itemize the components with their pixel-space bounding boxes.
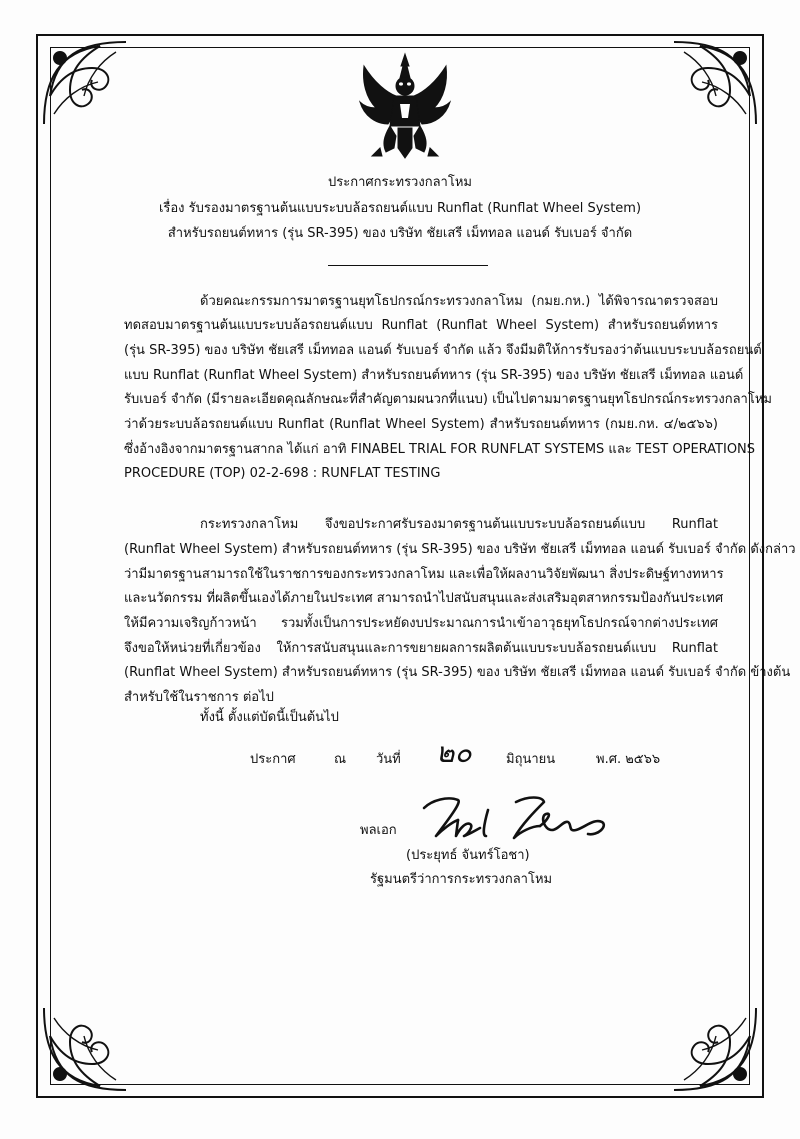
- para2-line: สำหรับใช้ในราชการ ต่อไป: [124, 690, 274, 705]
- year-value: พ.ศ. ๒๕๖๖: [596, 752, 661, 767]
- para1-line: ซึ่งอ้างอิงจากมาตรฐานสากล ได้แก่ อาทิ FINABEL TRIAL FOR RUNFLAT SYSTEMS และ TEST OPERATIONS: [124, 442, 756, 457]
- para1-line: ว่าด้วยระบบล้อรถยนต์แบบ Runflat (Runflat Wheel System) สำหรับรถยนต์ทหาร (กมย.กห. ๔/๒๕๖๖): [124, 417, 718, 432]
- handwritten-signature: [418, 790, 618, 848]
- announced-label: ประกาศ: [250, 752, 296, 767]
- corner-ornament-icon: [670, 38, 760, 128]
- at-label: ณ: [334, 752, 347, 767]
- para2-line: กระทรวงกลาโหม จึงขอประกาศรับรองมาตรฐานต้นแบบระบบล้อรถยนต์แบบ Runflat: [200, 517, 718, 532]
- corner-ornament-icon: [40, 1004, 130, 1094]
- day-value: ๒๐: [436, 736, 472, 769]
- para2-line: จึงขอให้หน่วยที่เกี่ยวข้อง ให้การสนับสนุนและการขยายผลการผลิตต้นแบบระบบล้อรถยนต์แบบ Runflat: [124, 641, 718, 656]
- para1-line: PROCEDURE (TOP) 02-2-698 : RUNFLAT TESTING: [124, 466, 441, 481]
- day-label: วันที่: [376, 752, 401, 767]
- subject-line-2: สำหรับรถยนต์ทหาร (รุ่น SR-395) ของ บริษัท ชัยเสรี เม็ททอล แอนด์ รับเบอร์ จำกัด: [167, 226, 633, 241]
- para1-line: รับเบอร์ จำกัด (มีรายละเอียดคุณลักษณะที่สำคัญตามผนวกที่แนบ) เป็นไปตามมาตรฐานยุทโธปกรณ์กระทรวงกลาโหม: [124, 392, 772, 407]
- para1-line: แบบ Runflat (Runflat Wheel System) สำหรับรถยนต์ทหาร (รุ่น SR-395) ของ บริษัท ชัยเสรี เม็ททอล แอนด์: [124, 368, 744, 383]
- subject-line-1: เรื่อง รับรองมาตรฐานต้นแบบระบบล้อรถยนต์แบบ Runflat (Runflat Wheel System): [158, 201, 642, 216]
- rank-label: พลเอก: [360, 823, 397, 838]
- corner-ornament-icon: [40, 38, 130, 128]
- para2-line: ว่ามีมาตรฐานสามารถใช้ในราชการของกระทรวงกลาโหม และเพื่อให้ผลงานวิจัยพัฒนา สิ่งประดิษฐ์ทางทหาร: [124, 567, 724, 582]
- signatory-position: รัฐมนตรีว่าการกระทรวงกลาโหม: [370, 872, 553, 887]
- para1-line: (รุ่น SR-395) ของ บริษัท ชัยเสรี เม็ททอล แอนด์ รับเบอร์ จำกัด แล้ว จึงมีมติให้การรับรองว่าต้นแบบระบบล้อรถยนต์: [124, 343, 762, 358]
- signatory-name: (ประยุทธ์ จันทร์โอชา): [406, 848, 530, 863]
- garuda-emblem-icon: [356, 52, 454, 162]
- header-divider: [328, 265, 488, 266]
- effective-clause: ทั้งนี้ ตั้งแต่บัดนี้เป็นต้นไป: [200, 710, 339, 725]
- para1-line: ทดสอบมาตรฐานต้นแบบระบบล้อรถยนต์แบบ Runflat (Runflat Wheel System) สำหรับรถยนต์ทหาร: [124, 318, 718, 333]
- corner-ornament-icon: [670, 1004, 760, 1094]
- para2-line: และนวัตกรรม ที่ผลิตขึ้นเองได้ภายในประเทศ สามารถนำไปสนับสนุนและส่งเสริมอุตสาหกรรมป้องกันประเทศ: [124, 591, 724, 606]
- para2-line: (Runflat Wheel System) สำหรับรถยนต์ทหาร (รุ่น SR-395) ของ บริษัท ชัยเสรี เม็ททอล แอนด์ รับเบอร์ จำกัด ข้างต้น: [124, 665, 791, 680]
- para2-line: (Runflat Wheel System) สำหรับรถยนต์ทหาร (รุ่น SR-395) ของ บริษัท ชัยเสรี เม็ททอล แอนด์ รับเบอร์ จำกัด ดังกล่าว: [124, 542, 796, 557]
- month-value: มิถุนายน: [506, 752, 556, 767]
- para2-line: ให้มีความเจริญก้าวหน้า รวมทั้งเป็นการประหยัดงบประมาณการนำเข้าอาวุธยุทโธปกรณ์จากต่างประเทศ: [124, 616, 718, 631]
- issuer-title: ประกาศกระทรวงกลาโหม: [328, 175, 472, 190]
- para1-line: ด้วยคณะกรรมการมาตรฐานยุทโธปกรณ์กระทรวงกลาโหม (กมย.กห.) ได้พิจารณาตรวจสอบ: [200, 294, 718, 309]
